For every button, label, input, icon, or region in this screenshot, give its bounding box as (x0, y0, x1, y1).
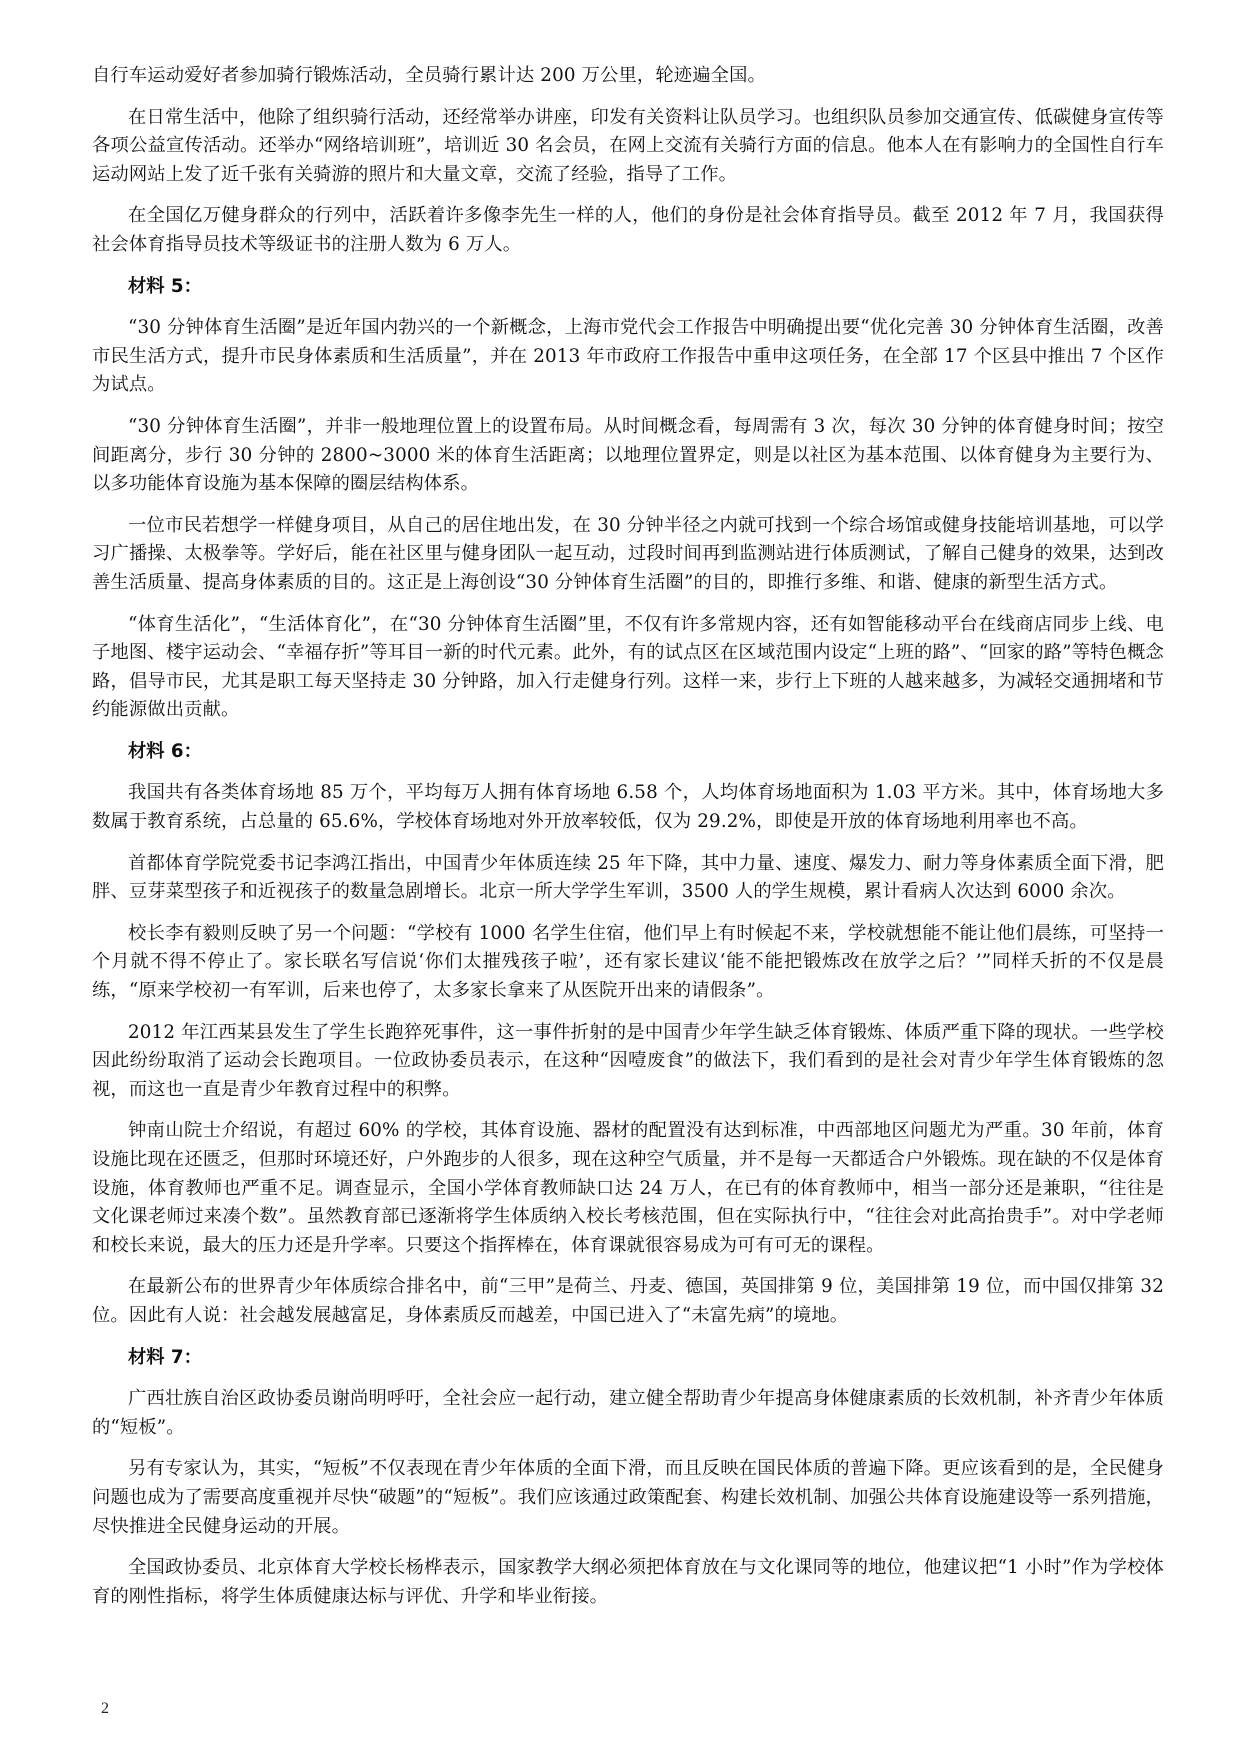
paragraph-world-ranking: 在最新公布的世界青少年体质综合排名中，前“三甲”是荷兰、丹麦、德国，英国排第 9 位，美国排第 19 位，而中国仅排第 32 位。因此有人说：社会越发展越富足，身体素质反而越差，中国已进入了“未富先病”的境地。 (92, 1276, 1164, 1326)
paragraph-youth-fitness-decline: 首都体育学院党委书记李鸿江指出，中国青少年体质连续 25 年下降，其中力量、速度、爆发力、耐力等身体素质全面下滑，肥胖、豆芽菜型孩子和近视孩子的数量急剧增长。北京一所大学学生军训，3500 人的学生规模，累计看病人次达到 6000 余次。 (92, 852, 1164, 903)
paragraph-cycling-continuation: 自行车运动爱好者参加骑行锻炼活动，全员骑行累计达 200 万公里，轮迹遍全国。 (92, 65, 766, 86)
section-heading-material-5: 材料 5： (128, 275, 202, 297)
paragraph-sports-instructors: 在全国亿万健身群众的行列中，活跃着许多像李先生一样的人，他们的身份是社会体育指导员。截至 2012 年 7 月，我国获得社会体育指导员技术等级证书的注册人数为 6 万人。 (92, 205, 1164, 255)
paragraph-30min-circle-example: 一位市民若想学一样健身项目，从自己的居住地出发，在 30 分钟半径之内就可找到一个综合场馆或健身技能培训基地，可以学习广播操、太极拳等。学好后，能在社区里与健身团队一起互动，过段时间再到监测站进行体质测试，了解自己健身的效果，达到改善生活质量、提高身体素质的目的。这正是上海创设“30 分钟体育生活圈”的目的，即推行多维、和谐、健康的新型生活方式。 (92, 514, 1164, 593)
paragraph-jiangxi-incident: 2012 年江西某县发生了学生长跑猝死事件，这一事件折射的是中国青少年学生缺乏体育锻炼、体质严重下降的现状。一些学校因此纷纷取消了运动会长跑项目。一位政协委员表示，在这种“因噎废食”的做法下，我们看到的是社会对青少年学生体育锻炼的忽视，而这也一直是青少年教育过程中的积弊。 (92, 1021, 1164, 1100)
section-heading-material-6: 材料 6： (128, 740, 202, 762)
paragraph-30min-circle-elements: “体育生活化”，“生活体育化”，在“30 分钟体育生活圈”里，不仅有许多常规内容，还有如智能移动平台在线商店同步上线、电子地图、楼宇运动会、“幸福存折”等耳目一新的时代元素。此外，有的试点区在区域范围内设定“上班的路”、“回家的路”等特色概念路，倡导市民，尤其是职工每天坚持走 30 分钟路，加入行走健身行列。这样一来，步行上下班的人越来越多，为减轻交通拥堵和节约能源做出贡献。 (92, 613, 1164, 721)
document-page (92, 62, 1164, 1611)
paragraph-principal-quote: 校长李有毅则反映了另一个问题：“学校有 1000 名学生住宿，他们早上有时候起不来，学校就想能不能让他们晨练，可坚持一个月就不得不停止了。家长联名写信说‘你们太摧残孩子啦’，还有家长建议‘能不能把锻炼改在放学之后？’”同样夭折的不仅是晨练，“原来学校初一有军训，后来也停了，太多家长拿来了从医院开出来的请假条”。 (92, 922, 1164, 1002)
page-number: 2 (101, 1700, 109, 1717)
paragraph-yang-hua-proposal: 全国政协委员、北京体育大学校长杨桦表示，国家教学大纲必须把体育放在与文化课同等的地位，他建议把“1 小时”作为学校体育的刚性指标，将学生体质健康达标与评优、升学和毕业衔接。 (92, 1557, 1164, 1607)
paragraph-30min-circle-definition: “30 分钟体育生活圈”，并非一般地理位置上的设置布局。从时间概念看，每周需有 3 次，每次 30 分钟的体育健身时间；按空间距离分，步行 30 分钟的 2800~3000 米的体育生活距离；以地理位置界定，则是以社区为基本范围、以体育健身为主要行为、以多功能体育设施为基本保障的圈层结构体系。 (92, 415, 1164, 495)
paragraph-sports-venues: 我国共有各类体育场地 85 万个，平均每万人拥有体育场地 6.58 个，人均体育场地面积为 1.03 平方米。其中，体育场地大多数属于教育系统，占总量的 65.6%，学校体育场地对外开放率较低，仅为 29.2%，即使是开放的体育场地利用率也不高。 (92, 782, 1164, 833)
paragraph-30min-circle-intro: “30 分钟体育生活圈”是近年国内勃兴的一个新概念，上海市党代会工作报告中明确提出要“优化完善 30 分钟体育生活圈，改善市民生活方式，提升市民身体素质和生活质量”，并在 2013 年市政府工作报告中重申这项任务，在全部 17 个区县中推出 7 个区作为试点。 (92, 317, 1164, 396)
paragraph-zhong-nanshan: 钟南山院士介绍说，有超过 60% 的学校，其体育设施、器材的配置没有达到标准，中西部地区问题尤为严重。30 年前，体育设施比现在还匮乏，但那时环境还好，户外跑步的人很多，现在这种空气质量，并不是每一天都适合户外锻炼。现在缺的不仅是体育设施，体育教师也严重不足。调查显示，全国小学体育教师缺口达 24 万人，在已有的体育教师中，相当一部分还是兼职，“往往是文化课老师过来凑个数”。虽然教育部已逐渐将学生体质纳入校长考核范围，但在实际执行中，“往往会对此高抬贵手”。对中学老师和校长来说，最大的压力还是升学率。只要这个指挥棒在，体育课就很容易成为可有可无的课程。 (92, 1120, 1164, 1256)
paragraph-guangxi-appeal: 广西壮族自治区政协委员谢尚明呼吁，全社会应一起行动，建立健全帮助青少年提高身体健康素质的长效机制，补齐青少年体质的“短板”。 (92, 1388, 1164, 1438)
paragraph-daily-activities: 在日常生活中，他除了组织骑行活动，还经常举办讲座，印发有关资料让队员学习。也组织队员参加交通宣传、低碳健身宣传等各项公益宣传活动。还举办“网络培训班”，培训近 30 名会员，在网上交流有关骑行方面的信息。他本人在有影响力的全国性自行车运动网站上发了近千张有关骑游的照片和大量文章，交流了经验，指导了工作。 (92, 106, 1164, 185)
section-heading-material-7: 材料 7： (128, 1346, 202, 1368)
paragraph-expert-opinion: 另有专家认为，其实，“短板”不仅表现在青少年体质的全面下滑，而且反映在国民体质的普遍下降。更应该看到的是，全民健身问题也成为了需要高度重视并尽快“破题”的“短板”。我们应该通过政策配套、构建长效机制、加强公共体育设施建设等一系列措施，尽快推进全民健身运动的开展。 (92, 1458, 1164, 1537)
